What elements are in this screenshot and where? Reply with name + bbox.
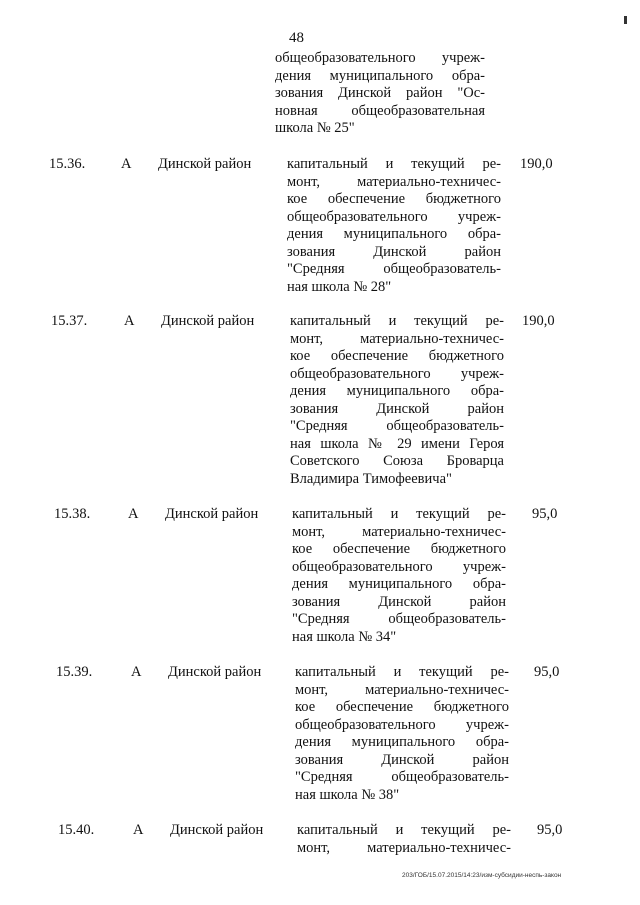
description-line: "Средняя общеобразователь- (290, 418, 504, 434)
description-line: ная школа № 38" (295, 786, 400, 803)
row-district: Динской район (168, 664, 262, 680)
row-category: А (131, 664, 142, 680)
table-row (0, 506, 640, 676)
row-district: Динской район (161, 313, 255, 329)
row-number: 15.37. (51, 313, 88, 329)
description-line: дения муниципального обра- (275, 67, 485, 84)
description-line: "Средняя общеобразователь- (287, 261, 501, 277)
description-line: новная общеобразовательная (275, 102, 485, 119)
description-line: общеобразовательного учреж- (275, 50, 485, 66)
description-line: общеобразовательного учреж- (290, 365, 504, 382)
row-amount: 95,0 (532, 506, 558, 522)
footer-code: 203/ГОБ/15.07.2015/14:23/изм-субсидии-неспь-закон (402, 872, 562, 879)
description-line: ная школа № 28" (287, 278, 392, 295)
description-line: монт, материально-техничес- (290, 330, 504, 347)
description-line: капитальный и текущий ре- (287, 156, 501, 172)
description-line: капитальный и текущий ре- (297, 822, 511, 838)
description-line: "Средняя общеобразователь- (295, 769, 509, 785)
description-line: Владимира Тимофеевича" (290, 470, 452, 487)
row-description (287, 156, 501, 296)
row-number: 15.39. (56, 664, 93, 680)
description-line: монт, материально-техничес- (295, 681, 509, 698)
description-line: капитальный и текущий ре- (295, 664, 509, 680)
description-line: капитальный и текущий ре- (290, 313, 504, 329)
description-line: зования Динской район (290, 400, 504, 417)
continued-description (275, 50, 485, 138)
description-line: монт, материально-техничес- (292, 523, 506, 540)
row-district: Динской район (158, 156, 252, 172)
description-line: монт, материально-техничес- (297, 839, 511, 856)
page-number: 48 (289, 30, 304, 46)
row-amount: 95,0 (534, 664, 560, 680)
table-row (0, 313, 640, 493)
description-line: дения муниципального обра- (295, 734, 509, 750)
row-category: А (124, 313, 135, 329)
row-district: Динской район (165, 506, 259, 522)
table-row (0, 822, 640, 862)
description-line: кое обеспечение бюджетного (290, 348, 504, 364)
description-line: кое обеспечение бюджетного (292, 541, 506, 557)
description-line: "Средняя общеобразователь- (292, 611, 506, 627)
row-district: Динской район (170, 822, 264, 838)
description-line: зования Динской район (295, 751, 509, 768)
row-amount: 190,0 (522, 313, 555, 329)
row-amount: 95,0 (537, 822, 563, 838)
description-line: кое обеспечение бюджетного (287, 191, 501, 207)
row-description (292, 506, 506, 646)
row-description (290, 313, 504, 488)
description-line: ная школа № 34" (292, 628, 397, 645)
scan-edge-mark (624, 16, 627, 24)
description-line: дения муниципального обра- (292, 576, 506, 592)
description-line: школа № 25" (275, 120, 355, 136)
row-category: А (133, 822, 144, 838)
description-line: дения муниципального обра- (287, 226, 501, 242)
description-line: монт, материально-техничес- (287, 173, 501, 190)
description-line: общеобразовательного учреж- (292, 558, 506, 575)
row-description (297, 822, 511, 857)
table-row (0, 156, 640, 326)
description-line: общеобразовательного учреж- (295, 716, 509, 733)
description-line: зования Динской район (292, 593, 506, 610)
description-line: Советского Союза Броварца (290, 453, 504, 469)
row-number: 15.36. (49, 156, 86, 172)
description-line: зования Динской район "Ос- (275, 85, 485, 101)
row-number: 15.38. (54, 506, 91, 522)
description-line: кое обеспечение бюджетного (295, 699, 509, 715)
table-row (0, 664, 640, 834)
row-category: А (128, 506, 139, 522)
row-amount: 190,0 (520, 156, 553, 172)
row-category: А (121, 156, 132, 172)
row-number: 15.40. (58, 822, 95, 838)
description-line: ная школа № 29 имени Героя (290, 435, 504, 452)
description-line: дения муниципального обра- (290, 383, 504, 399)
description-line: зования Динской район (287, 243, 501, 260)
row-description (295, 664, 509, 804)
description-line: капитальный и текущий ре- (292, 506, 506, 522)
description-line: общеобразовательного учреж- (287, 208, 501, 225)
